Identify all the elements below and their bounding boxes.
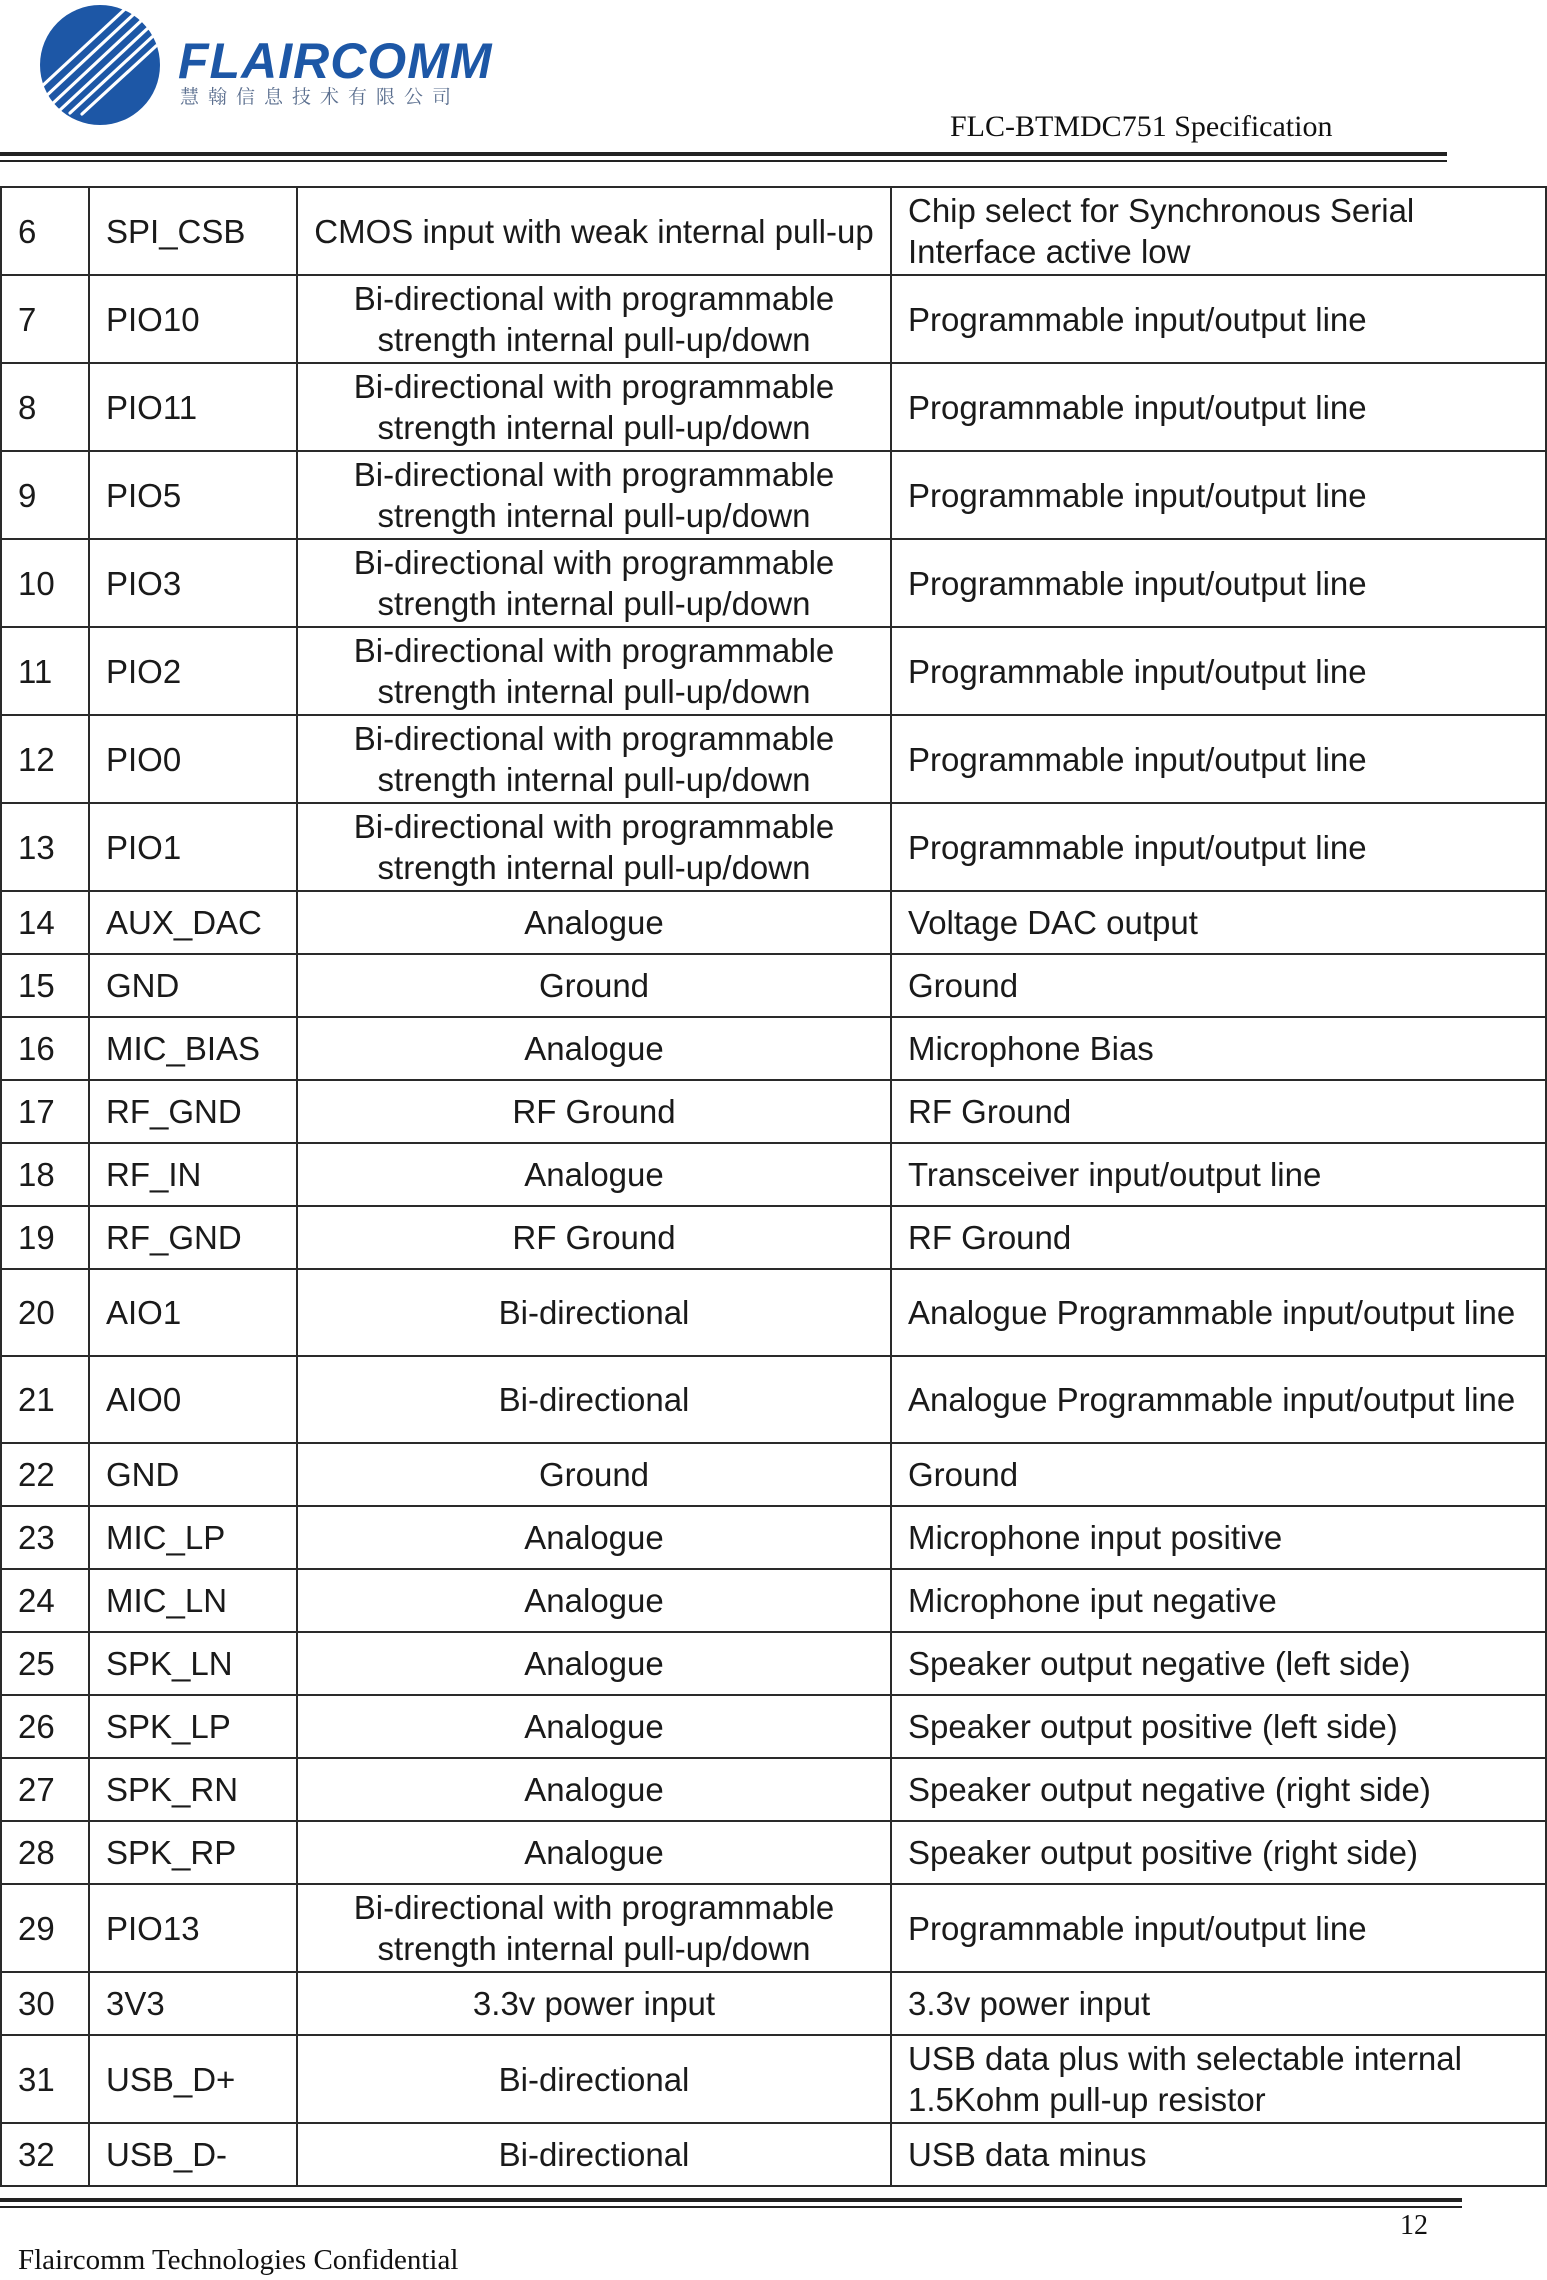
header-rule-bottom	[0, 160, 1447, 162]
pin-type-cell: Analogue	[297, 1569, 891, 1632]
table-row	[1, 1821, 1546, 1884]
pin-name-cell: SPK_LN	[89, 1632, 297, 1695]
pin-number-cell: 25	[1, 1632, 89, 1695]
pin-name-cell: PIO10	[89, 275, 297, 363]
pin-name-cell: GND	[89, 1443, 297, 1506]
pin-type-cell: Analogue	[297, 1017, 891, 1080]
pin-number-cell: 16	[1, 1017, 89, 1080]
pin-name-cell: RF_IN	[89, 1143, 297, 1206]
table-row	[1, 1143, 1546, 1206]
pin-type-cell: Bi-directional with programmable strength internal pull-up/down	[297, 1884, 891, 1972]
page-number: 12	[1400, 2210, 1428, 2241]
pin-name-cell: AIO0	[89, 1356, 297, 1443]
pin-name-cell: PIO0	[89, 715, 297, 803]
table-row	[1, 803, 1546, 891]
pin-description-cell: Analogue Programmable input/output line	[891, 1356, 1546, 1443]
pin-description-cell: Programmable input/output line	[891, 451, 1546, 539]
pin-type-cell: Bi-directional with programmable strength internal pull-up/down	[297, 627, 891, 715]
pin-number-cell: 14	[1, 891, 89, 954]
table-row	[1, 1569, 1546, 1632]
pin-type-cell: Bi-directional	[297, 1356, 891, 1443]
pin-number-cell: 15	[1, 954, 89, 1017]
table-row	[1, 1206, 1546, 1269]
pin-description-cell: USB data minus	[891, 2123, 1546, 2186]
pin-description-cell: Programmable input/output line	[891, 1884, 1546, 1972]
brand-name: FLAIRCOMM	[178, 33, 493, 89]
pin-name-cell: SPK_RN	[89, 1758, 297, 1821]
pin-name-cell: SPI_CSB	[89, 187, 297, 275]
pin-type-cell: Ground	[297, 1443, 891, 1506]
pin-type-cell: Bi-directional with programmable strength internal pull-up/down	[297, 715, 891, 803]
pin-name-cell: RF_GND	[89, 1206, 297, 1269]
pin-type-cell: Bi-directional	[297, 1269, 891, 1356]
pin-number-cell: 31	[1, 2035, 89, 2123]
pin-number-cell: 6	[1, 187, 89, 275]
table-row	[1, 187, 1546, 275]
pin-type-cell: 3.3v power input	[297, 1972, 891, 2035]
pin-number-cell: 32	[1, 2123, 89, 2186]
pin-description-cell: Programmable input/output line	[891, 627, 1546, 715]
pin-name-cell: MIC_BIAS	[89, 1017, 297, 1080]
pin-name-cell: SPK_RP	[89, 1821, 297, 1884]
footer-rule-top	[0, 2198, 1462, 2202]
pin-description-cell: Analogue Programmable input/output line	[891, 1269, 1546, 1356]
table-row	[1, 954, 1546, 1017]
pin-description-cell: Chip select for Synchronous Serial Interface active low	[891, 187, 1546, 275]
pin-description-cell: Speaker output positive (left side)	[891, 1695, 1546, 1758]
pin-type-cell: Analogue	[297, 1632, 891, 1695]
pin-name-cell: SPK_LP	[89, 1695, 297, 1758]
pin-description-cell: Microphone input positive	[891, 1506, 1546, 1569]
pin-number-cell: 20	[1, 1269, 89, 1356]
table-row	[1, 715, 1546, 803]
pin-number-cell: 30	[1, 1972, 89, 2035]
pin-name-cell: PIO11	[89, 363, 297, 451]
pin-description-cell: Ground	[891, 954, 1546, 1017]
pin-name-cell: GND	[89, 954, 297, 1017]
pin-description-cell: Transceiver input/output line	[891, 1143, 1546, 1206]
pin-number-cell: 22	[1, 1443, 89, 1506]
table-row	[1, 627, 1546, 715]
pin-description-cell: USB data plus with selectable internal 1.5Kohm pull-up resistor	[891, 2035, 1546, 2123]
table-row	[1, 1884, 1546, 1972]
document-title: FLC-BTMDC751 Specification	[950, 110, 1333, 143]
table-row	[1, 539, 1546, 627]
pin-name-cell: PIO3	[89, 539, 297, 627]
table-row	[1, 1972, 1546, 2035]
table-row	[1, 2035, 1546, 2123]
pin-type-cell: Bi-directional with programmable strength internal pull-up/down	[297, 363, 891, 451]
table-row	[1, 1080, 1546, 1143]
table-row	[1, 1443, 1546, 1506]
pin-type-cell: Bi-directional with programmable strength internal pull-up/down	[297, 275, 891, 363]
pin-name-cell: PIO13	[89, 1884, 297, 1972]
table-row	[1, 1356, 1546, 1443]
pin-name-cell: RF_GND	[89, 1080, 297, 1143]
table-row	[1, 2123, 1546, 2186]
pin-type-cell: Bi-directional with programmable strength internal pull-up/down	[297, 803, 891, 891]
table-row	[1, 1632, 1546, 1695]
pin-number-cell: 29	[1, 1884, 89, 1972]
flaircomm-logo-icon	[30, 2, 170, 128]
pin-type-cell: Analogue	[297, 891, 891, 954]
table-row	[1, 1017, 1546, 1080]
pin-description-cell: RF Ground	[891, 1080, 1546, 1143]
pin-description-table	[0, 186, 1547, 2187]
pin-number-cell: 28	[1, 1821, 89, 1884]
pin-number-cell: 17	[1, 1080, 89, 1143]
pin-number-cell: 9	[1, 451, 89, 539]
pin-description-cell: Programmable input/output line	[891, 275, 1546, 363]
pin-type-cell: Bi-directional with programmable strength internal pull-up/down	[297, 539, 891, 627]
pin-name-cell: PIO1	[89, 803, 297, 891]
footer-rule-bottom	[0, 2206, 1462, 2208]
table-row	[1, 363, 1546, 451]
pin-description-cell: RF Ground	[891, 1206, 1546, 1269]
pin-type-cell: Analogue	[297, 1821, 891, 1884]
pin-description-cell: Speaker output negative (left side)	[891, 1632, 1546, 1695]
pin-number-cell: 10	[1, 539, 89, 627]
pin-description-cell: Voltage DAC output	[891, 891, 1546, 954]
pin-type-cell: Analogue	[297, 1143, 891, 1206]
pin-number-cell: 23	[1, 1506, 89, 1569]
pin-name-cell: USB_D+	[89, 2035, 297, 2123]
table-row	[1, 451, 1546, 539]
pin-description-cell: Programmable input/output line	[891, 803, 1546, 891]
pin-type-cell: CMOS input with weak internal pull-up	[297, 187, 891, 275]
pin-number-cell: 18	[1, 1143, 89, 1206]
pin-number-cell: 26	[1, 1695, 89, 1758]
pin-type-cell: Ground	[297, 954, 891, 1017]
pin-number-cell: 21	[1, 1356, 89, 1443]
pin-type-cell: Analogue	[297, 1758, 891, 1821]
pin-number-cell: 19	[1, 1206, 89, 1269]
pin-number-cell: 11	[1, 627, 89, 715]
brand-subtitle: 慧翰信息技术有限公司	[180, 87, 461, 108]
pin-name-cell: 3V3	[89, 1972, 297, 2035]
table-row	[1, 1506, 1546, 1569]
table-row	[1, 1758, 1546, 1821]
pin-name-cell: PIO2	[89, 627, 297, 715]
pin-description-cell: Programmable input/output line	[891, 715, 1546, 803]
pin-description-cell: Programmable input/output line	[891, 363, 1546, 451]
pin-name-cell: USB_D-	[89, 2123, 297, 2186]
pin-name-cell: MIC_LP	[89, 1506, 297, 1569]
pin-name-cell: MIC_LN	[89, 1569, 297, 1632]
pin-type-cell: Bi-directional with programmable strength internal pull-up/down	[297, 451, 891, 539]
confidential-notice: Flaircomm Technologies Confidential	[18, 2244, 459, 2276]
pin-number-cell: 24	[1, 1569, 89, 1632]
pin-description-cell: Speaker output positive (right side)	[891, 1821, 1546, 1884]
pin-number-cell: 12	[1, 715, 89, 803]
table-row	[1, 891, 1546, 954]
pin-name-cell: PIO5	[89, 451, 297, 539]
pin-number-cell: 13	[1, 803, 89, 891]
pin-name-cell: AIO1	[89, 1269, 297, 1356]
table-row	[1, 1695, 1546, 1758]
pin-table-body	[1, 187, 1546, 2186]
pin-type-cell: Analogue	[297, 1506, 891, 1569]
pin-description-cell: Programmable input/output line	[891, 539, 1546, 627]
pin-description-cell: Ground	[891, 1443, 1546, 1506]
pin-number-cell: 7	[1, 275, 89, 363]
pin-name-cell: AUX_DAC	[89, 891, 297, 954]
pin-type-cell: Bi-directional	[297, 2123, 891, 2186]
pin-type-cell: Bi-directional	[297, 2035, 891, 2123]
header-rule-top	[0, 152, 1447, 156]
pin-number-cell: 27	[1, 1758, 89, 1821]
pin-description-cell: Microphone Bias	[891, 1017, 1546, 1080]
pin-type-cell: RF Ground	[297, 1080, 891, 1143]
table-row	[1, 1269, 1546, 1356]
pin-type-cell: Analogue	[297, 1695, 891, 1758]
pin-description-cell: Speaker output negative (right side)	[891, 1758, 1546, 1821]
pin-number-cell: 8	[1, 363, 89, 451]
pin-description-cell: 3.3v power input	[891, 1972, 1546, 2035]
pin-description-cell: Microphone iput negative	[891, 1569, 1546, 1632]
pin-type-cell: RF Ground	[297, 1206, 891, 1269]
table-row	[1, 275, 1546, 363]
